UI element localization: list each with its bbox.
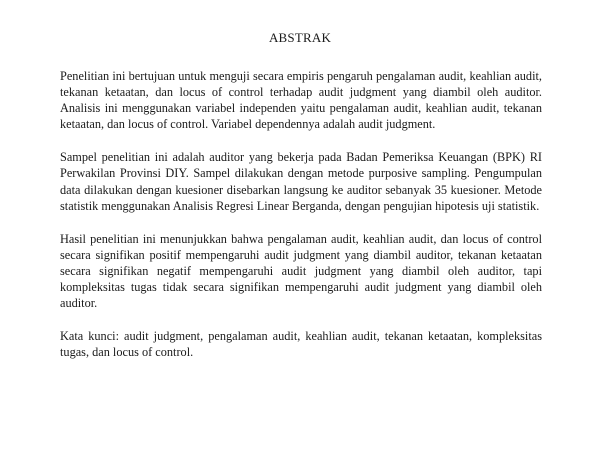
abstract-paragraph-sample: Sampel penelitian ini adalah auditor yang bekerja pada Badan Pemeriksa Keuangan (BPK) RI Perwakilan Provinsi DIY. Sampel dilakukan dengan metode purposive sampling. Pengumpulan data dilakukan dengan kuesioner disebarkan langsung ke auditor sebanyak 35 kuesioner. Metode statistik menggunakan Analisis Regresi Linear Berganda, dengan pengujian hipotesis uji statistik. bbox=[60, 150, 542, 213]
abstract-body bbox=[60, 68, 542, 377]
keywords-paragraph: Kata kunci: audit judgment, pengalaman audit, keahlian audit, tekanan ketaatan, kompleksitas tugas, dan locus of control. bbox=[60, 329, 542, 360]
document-title: ABSTRAK bbox=[268, 30, 332, 45]
abstract-paragraph-purpose: Penelitian ini bertujuan untuk menguji secara empiris pengaruh pengalaman audit, keahlian audit, tekanan ketaatan, dan locus of control terhadap audit judgment yang diambil oleh auditor. Analisis ini menggunakan variabel independen yaitu pengalaman audit, keahlian audit, tekanan ketaatan, dan locus of control. Variabel dependennya adalah audit judgment. bbox=[60, 69, 542, 132]
abstract-paragraph-results: Hasil penelitian ini menunjukkan bahwa pengalaman audit, keahlian audit, dan locus of control secara signifikan positif mempengaruhi audit judgment yang diambil auditor, tekanan ketaatan secara signifikan negatif mempengaruhi audit judgment yang diambil oleh auditor, tapi kompleksitas tugas tidak secara signifikan mempengaruhi audit judgment yang diambil oleh auditor. bbox=[60, 231, 542, 311]
